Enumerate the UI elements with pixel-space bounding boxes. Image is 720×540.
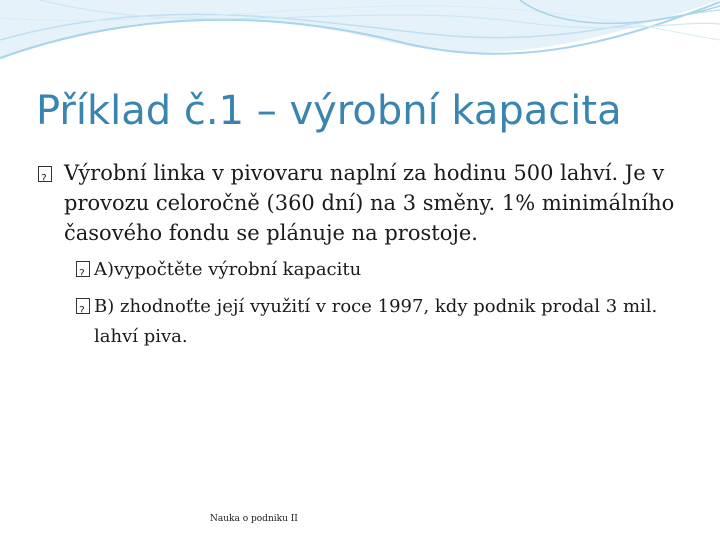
bullet-box-icon [76, 255, 98, 285]
bullet-box-icon [76, 292, 98, 322]
slide-footer: Nauka o podniku II [210, 514, 298, 524]
sub-bullet-b-text: B) zhodnoťte její využití v roce 1997, kdy podnik prodal 3 mil. lahví piva. [94, 296, 658, 347]
main-bullet [38, 158, 688, 248]
sub-bullet-a [76, 255, 686, 285]
slide-title: Příklad č.1 – výrobní kapacita [36, 88, 622, 134]
sub-bullet-a-text: A)vypočtěte výrobní kapacitu [94, 259, 362, 280]
main-bullet-text: Výrobní linka v pivovaru naplní za hodinu 500 lahví. Je v provozu celoročně (360 dní) na 3 směny. 1% minimálního časového fondu se plánuje na prostoje. [64, 161, 675, 245]
sub-bullet-b [76, 292, 686, 352]
bullet-box-icon [38, 158, 60, 188]
